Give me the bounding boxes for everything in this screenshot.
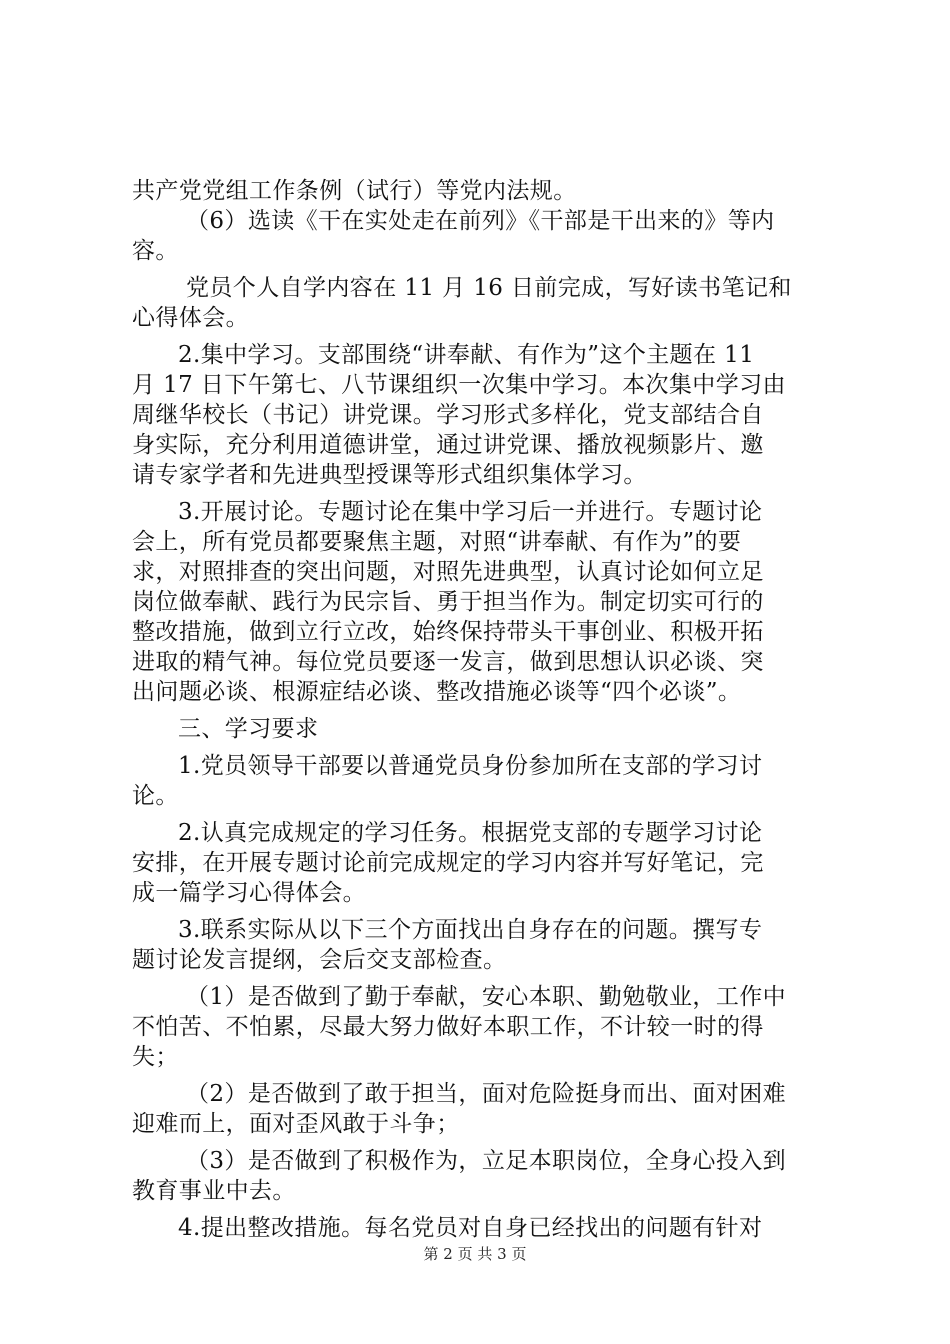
- text-line: 2.认真完成规定的学习任务。根据党支部的专题学习讨论: [178, 820, 763, 846]
- text-line: 周继华校长（书记）讲党课。学习形式多样化，党支部结合自: [132, 402, 764, 428]
- text-line: 教育事业中去。: [132, 1178, 296, 1204]
- page-number-footer: 第 2 页 共 3 页: [423, 1245, 527, 1263]
- section-heading: 三、学习要求: [178, 716, 319, 742]
- text-line: （2）是否做到了敢于担当，面对危险挺身而出、面对困难: [186, 1081, 787, 1107]
- text-line: 失；: [132, 1044, 179, 1070]
- text-line: （3）是否做到了积极作为，立足本职岗位，全身心投入到: [186, 1148, 787, 1174]
- text-line: 2.集中学习。支部围绕“讲奉献、有作为”这个主题在 11: [178, 342, 755, 368]
- text-line: 4.提出整改措施。每名党员对自身已经找出的问题有针对: [178, 1215, 763, 1241]
- text-line: 出问题必谈、根源症结必谈、整改措施必谈等“四个必谈”。: [132, 679, 742, 705]
- text-line: 安排，在开展专题讨论前完成规定的学习内容并写好笔记，完: [132, 850, 764, 876]
- text-line: 请专家学者和先进典型授课等形式组织集体学习。: [132, 462, 647, 488]
- text-line: （1）是否做到了勤于奉献，安心本职、勤勉敬业，工作中: [186, 984, 787, 1010]
- text-line: 岗位做奉献、践行为民宗旨、勇于担当作为。制定切实可行的: [132, 589, 764, 615]
- text-line: 会上，所有党员都要聚焦主题，对照“讲奉献、有作为”的要: [132, 529, 742, 555]
- text-line: 求，对照排查的突出问题，对照先进典型，认真讨论如何立足: [132, 559, 764, 585]
- text-line: 3.开展讨论。专题讨论在集中学习后一并进行。专题讨论: [178, 499, 763, 525]
- text-line: 整改措施，做到立行立改，始终保持带头干事创业、积极开拓: [132, 619, 764, 645]
- text-line: 共产党党组工作条例（试行）等党内法规。: [132, 178, 577, 204]
- text-line: 进取的精气神。每位党员要逐一发言，做到思想认识必谈、突: [132, 649, 764, 675]
- text-line: 月 17 日下午第七、八节课组织一次集中学习。本次集中学习由: [132, 372, 786, 398]
- text-line: 3.联系实际从以下三个方面找出自身存在的问题。撰写专: [178, 917, 763, 943]
- text-line: 1.党员领导干部要以普通党员身份参加所在支部的学习讨: [178, 753, 763, 779]
- text-line: 题讨论发言提纲，会后交支部检查。: [132, 947, 507, 973]
- text-line: 成一篇学习心得体会。: [132, 880, 366, 906]
- text-line: 身实际，充分利用道德讲堂，通过讲党课、播放视频影片、邀: [132, 432, 764, 458]
- text-line: 容。: [132, 238, 179, 264]
- text-line: 心得体会。: [132, 305, 249, 331]
- text-line: 党员个人自学内容在 11 月 16 日前完成，写好读书笔记和: [186, 275, 792, 301]
- text-line: （6）选读《干在实处走在前列》《干部是干出来的》等内: [186, 208, 775, 234]
- document-body: [132, 176, 832, 1243]
- text-line: 论。: [132, 783, 179, 809]
- text-line: 迎难而上，面对歪风敢于斗争；: [132, 1111, 460, 1137]
- text-line: 不怕苦、不怕累，尽最大努力做好本职工作，不计较一时的得: [132, 1014, 764, 1040]
